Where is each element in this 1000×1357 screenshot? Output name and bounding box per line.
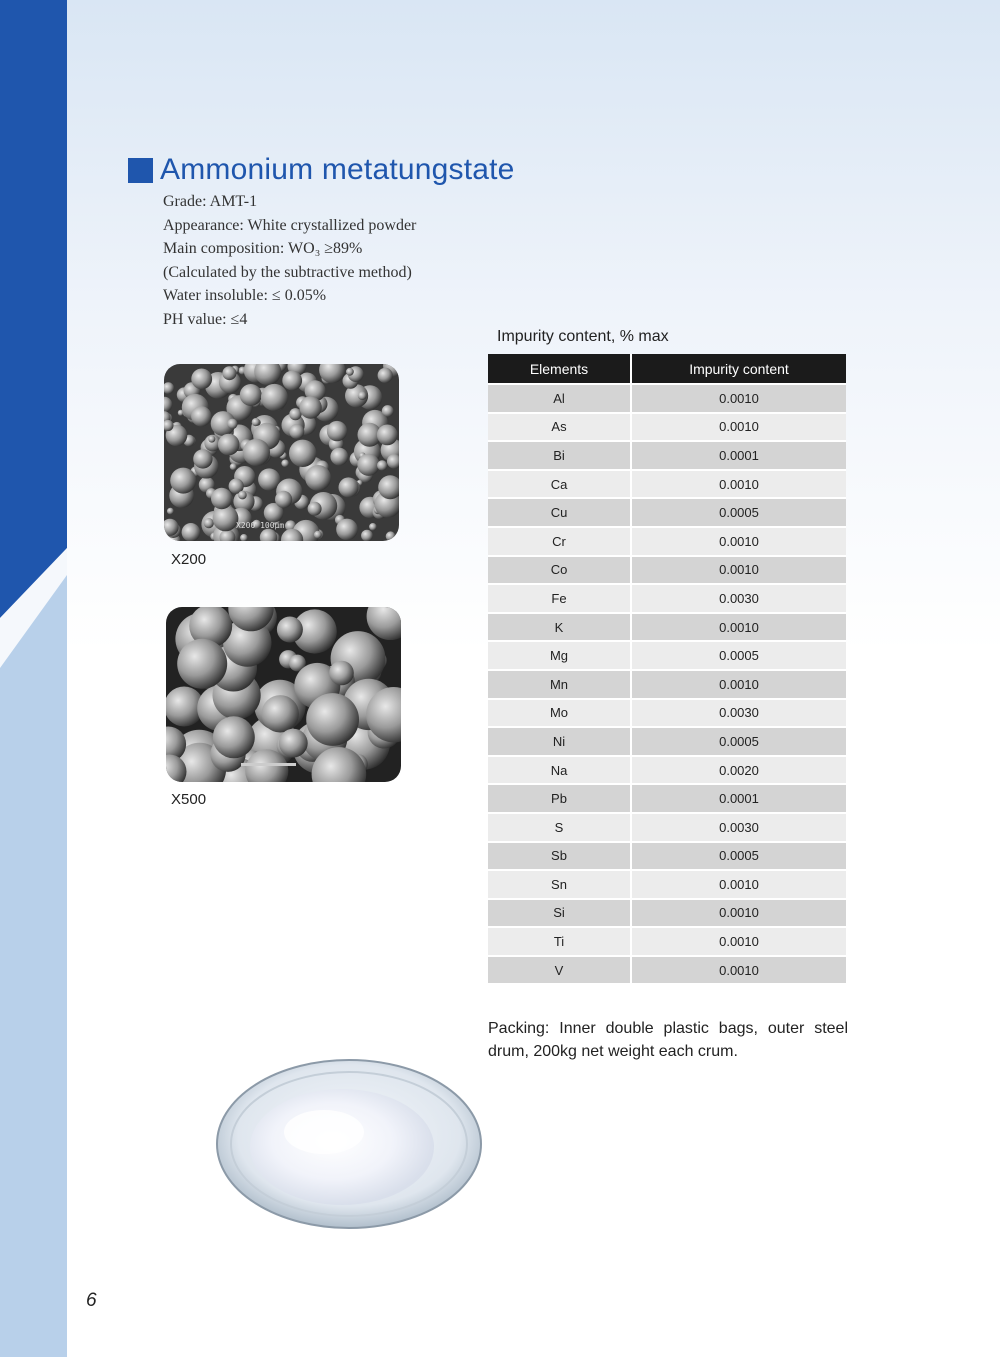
element-cell: Ti <box>488 927 631 956</box>
sem-particle <box>211 488 232 509</box>
impurity-value-cell: 0.0010 <box>631 613 846 642</box>
sem-particle <box>262 695 299 732</box>
powder-dish-image <box>214 1052 484 1237</box>
header-elements: Elements <box>488 354 631 384</box>
table-row <box>488 756 846 785</box>
sem-particle <box>222 366 236 380</box>
table-row <box>488 927 846 956</box>
sem-particle <box>279 729 308 758</box>
sem-caption-x500: X500 <box>171 791 207 808</box>
element-cell: Fe <box>488 584 631 613</box>
sem-particle <box>386 531 396 541</box>
sem-particle <box>227 419 237 429</box>
spec-method: (Calculated by the subtractive method) <box>163 263 412 281</box>
sem-particle <box>182 523 201 541</box>
element-cell: Bi <box>488 441 631 470</box>
table-row <box>488 956 846 984</box>
element-cell: Ni <box>488 727 631 756</box>
element-cell: K <box>488 613 631 642</box>
sem-particle <box>252 418 260 426</box>
impurity-value-cell: 0.0010 <box>631 670 846 699</box>
sem-particle <box>314 531 322 539</box>
table-row <box>488 699 846 728</box>
element-cell: Si <box>488 899 631 928</box>
packing-note: Packing: Inner double plastic bags, outer steel drum, 200kg net weight each crum. <box>488 1020 848 1060</box>
table-row <box>488 584 846 613</box>
sem-particle <box>357 454 379 476</box>
sem-particle <box>213 716 255 758</box>
sem-particle <box>213 506 239 532</box>
sem-particle <box>208 436 215 443</box>
sem-particle <box>167 508 174 515</box>
table-row <box>488 441 846 470</box>
table-row <box>488 813 846 842</box>
sem-particle <box>329 661 354 686</box>
impurity-value-cell: 0.0010 <box>631 384 846 413</box>
element-cell: Co <box>488 556 631 585</box>
element-cell: As <box>488 413 631 442</box>
element-cell: Sn <box>488 870 631 899</box>
element-cell: Ca <box>488 470 631 499</box>
impurity-value-cell: 0.0005 <box>631 498 846 527</box>
sem-particle <box>289 440 316 467</box>
table-row <box>488 556 846 585</box>
sem-particle <box>204 518 214 528</box>
sem-particle <box>238 491 247 500</box>
table-row <box>488 384 846 413</box>
header-impurity-content: Impurity content <box>631 354 846 384</box>
sem-image-x200 <box>164 364 399 541</box>
heading-bullet <box>128 158 153 183</box>
impurity-value-cell: 0.0001 <box>631 784 846 813</box>
element-cell: Mo <box>488 699 631 728</box>
sem-particle <box>193 449 212 468</box>
impurity-value-cell: 0.0005 <box>631 842 846 871</box>
sem-particle <box>369 523 377 531</box>
element-cell: Mn <box>488 670 631 699</box>
sem-particle <box>306 693 359 746</box>
table-row <box>488 727 846 756</box>
sem-particle <box>308 502 322 516</box>
sem-image-x500 <box>166 607 401 782</box>
impurity-value-cell: 0.0030 <box>631 699 846 728</box>
element-cell: Na <box>488 756 631 785</box>
sem-particle <box>191 369 212 390</box>
impurity-value-cell: 0.0030 <box>631 584 846 613</box>
element-cell: S <box>488 813 631 842</box>
sem-particle <box>378 368 393 383</box>
element-cell: Cr <box>488 527 631 556</box>
impurity-value-cell: 0.0010 <box>631 870 846 899</box>
impurity-value-cell: 0.0005 <box>631 641 846 670</box>
table-caption: Impurity content, % max <box>497 328 669 345</box>
sem-particle <box>191 406 211 426</box>
sem-particle <box>230 463 237 470</box>
table-row <box>488 470 846 499</box>
impurity-value-cell: 0.0001 <box>631 441 846 470</box>
element-cell: Al <box>488 384 631 413</box>
sem-particle <box>377 460 387 470</box>
sem-particle <box>339 477 359 497</box>
sem-particle <box>282 371 302 391</box>
element-cell: Sb <box>488 842 631 871</box>
sem-particle <box>170 468 196 494</box>
spec-list <box>163 192 416 333</box>
element-cell: V <box>488 956 631 984</box>
element-cell: Cu <box>488 498 631 527</box>
sem-caption-x200: X200 <box>171 551 207 568</box>
table-row <box>488 899 846 928</box>
sem-scalebar-label: X200 100µm <box>236 521 285 530</box>
page-title: Ammonium metatungstate <box>160 153 515 186</box>
table-row <box>488 641 846 670</box>
table-row <box>488 498 846 527</box>
sem-particle <box>261 384 288 411</box>
section-heading <box>128 153 515 187</box>
spec-grade: Grade: AMT-1 <box>163 193 258 210</box>
impurity-value-cell: 0.0010 <box>631 527 846 556</box>
table-row <box>488 670 846 699</box>
sem-particle <box>382 405 394 417</box>
page-number: 6 <box>86 1290 97 1311</box>
spec-ph: PH value: ≤4 <box>163 310 248 328</box>
table-row <box>488 613 846 642</box>
sem-particle <box>377 425 398 446</box>
sem-particle <box>275 491 292 508</box>
table-row <box>488 527 846 556</box>
impurity-value-cell: 0.0010 <box>631 899 846 928</box>
table-header-row <box>488 354 846 384</box>
element-cell: Mg <box>488 641 631 670</box>
spec-composition: Main composition: WO₃ ≥89% <box>163 240 363 257</box>
side-band <box>0 0 67 1357</box>
spec-water-insoluble: Water insoluble: ≤ 0.05% <box>163 287 327 304</box>
sem-particle <box>177 639 227 689</box>
impurity-value-cell: 0.0010 <box>631 927 846 956</box>
sem-particle <box>330 448 348 466</box>
sem-particle <box>361 530 373 541</box>
impurity-value-cell: 0.0010 <box>631 956 846 984</box>
table-row <box>488 413 846 442</box>
spec-appearance: Appearance: White crystallized powder <box>163 216 417 234</box>
impurity-value-cell: 0.0010 <box>631 556 846 585</box>
table-row <box>488 784 846 813</box>
sem-particle <box>299 396 321 418</box>
sem-particle <box>281 460 289 468</box>
sem-particle <box>327 421 347 441</box>
impurity-value-cell: 0.0020 <box>631 756 846 785</box>
sem-particle <box>240 384 262 406</box>
sem-particle <box>289 424 304 439</box>
impurity-table <box>488 354 846 983</box>
impurity-value-cell: 0.0005 <box>631 727 846 756</box>
impurity-value-cell: 0.0010 <box>631 413 846 442</box>
impurity-value-cell: 0.0030 <box>631 813 846 842</box>
table-row <box>488 842 846 871</box>
sem-particle <box>358 391 367 400</box>
sem-particle <box>243 439 270 466</box>
sem-particle <box>336 519 358 541</box>
impurity-value-cell: 0.0010 <box>631 470 846 499</box>
sem-particle <box>305 465 331 491</box>
sem-particle <box>346 368 354 376</box>
sem-particle <box>218 434 240 456</box>
sem-particle <box>277 617 303 643</box>
element-cell: Pb <box>488 784 631 813</box>
table-row <box>488 870 846 899</box>
